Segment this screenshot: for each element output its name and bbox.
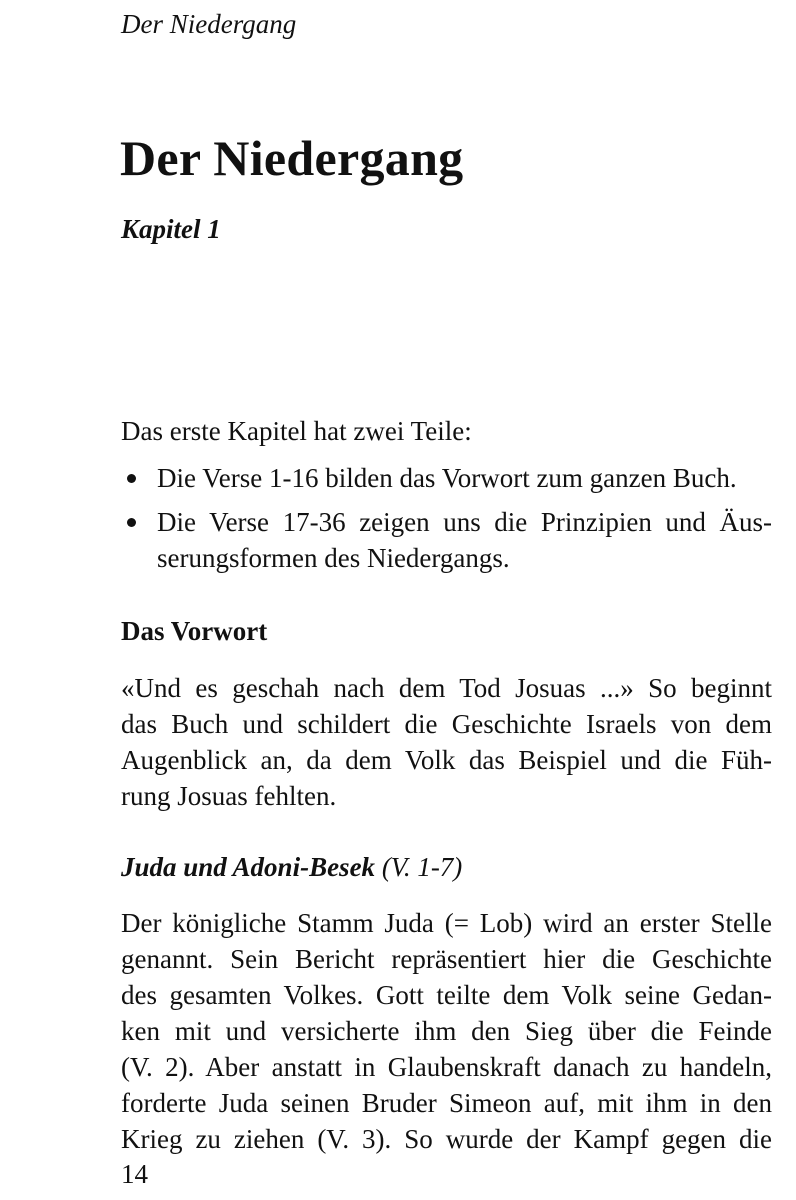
text-line: forderte Juda seinen Bruder Simeon auf, mit ihm in den (121, 1088, 772, 1118)
text-line: Augenblick an, da dem Volk das Beispiel und die Füh- (121, 745, 772, 775)
text-line: Krieg zu ziehen (V. 3). So wurde der Kampf gegen die (121, 1124, 772, 1154)
juda-paragraph (121, 905, 772, 1157)
text-line: Die Verse 17-36 zeigen uns die Prinzipien und Äus- (157, 507, 772, 537)
text-line: Das erste Kapitel hat zwei Teile: (121, 416, 472, 446)
text-line: des gesamten Volkes. Gott teilte dem Volk seine Gedan- (121, 980, 772, 1010)
bullet-item (121, 460, 772, 496)
text-line: «Und es geschah nach dem Tod Josuas ...» So beginnt (121, 673, 772, 703)
bullet-list (121, 460, 772, 584)
verse-reference: (V. 1-7) (381, 852, 463, 882)
text-line: rung Josuas fehlten. (121, 781, 337, 811)
bullet-icon (127, 518, 136, 527)
text-line: das Buch und schildert die Geschichte Israels von dem (121, 709, 772, 739)
section-heading-juda (121, 849, 462, 885)
intro-paragraph (121, 413, 772, 449)
text-line: serungsformen des Niedergangs. (157, 543, 510, 573)
section-heading-vorwort: Das Vorwort (121, 616, 268, 646)
chapter-title: Der Niedergang (120, 130, 464, 186)
bullet-icon (127, 474, 136, 483)
section-heading-juda-title: Juda und Adoni-Besek (121, 852, 376, 882)
bullet-item (121, 504, 772, 576)
running-header: Der Niedergang (121, 9, 297, 39)
text-line: ken mit und versicherte ihm den Sieg über die Feinde (121, 1016, 772, 1046)
text-line: genannt. Sein Bericht repräsentiert hier die Geschichte (121, 944, 772, 974)
text-line: Die Verse 1-16 bilden das Vorwort zum ganzen Buch. (157, 463, 737, 493)
text-line: Der königliche Stamm Juda (= Lob) wird an erster Stelle (121, 908, 772, 938)
page-number: 14 (121, 1159, 148, 1189)
text-line: (V. 2). Aber anstatt in Glaubenskraft danach zu handeln, (121, 1052, 772, 1082)
vorwort-paragraph (121, 670, 772, 814)
chapter-subtitle: Kapitel 1 (121, 214, 221, 244)
